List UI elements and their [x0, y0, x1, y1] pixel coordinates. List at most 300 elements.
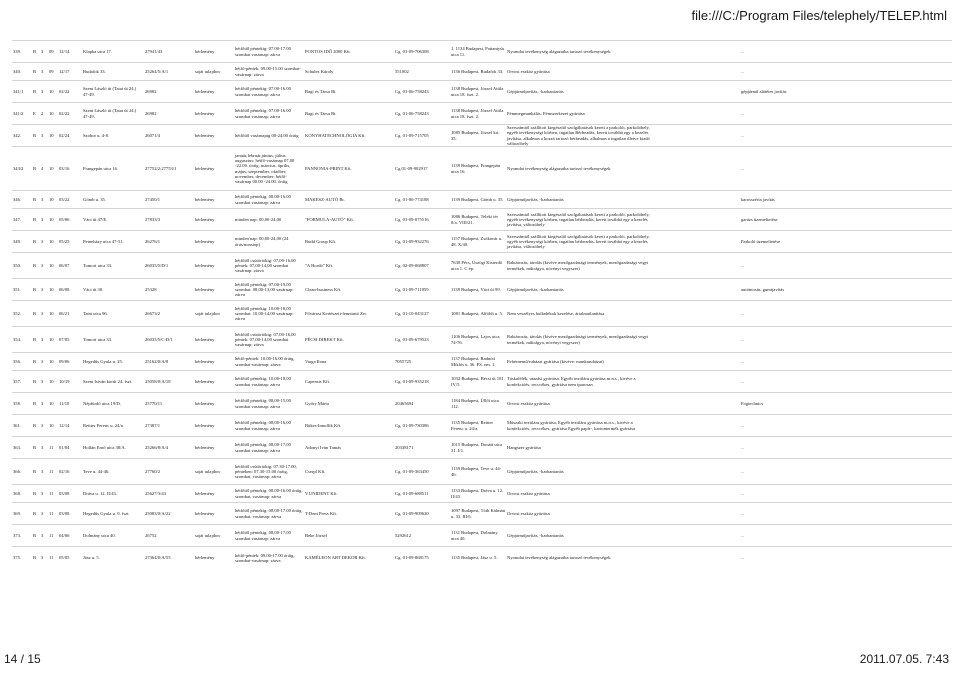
cell-company-name: KONYHATECHNOLÓGIA Kft. [304, 125, 394, 147]
cell-year-code: 10 [48, 103, 58, 125]
cell-company-name: Schulez Károly [304, 63, 394, 81]
cell-lot-number: 26673/2 [144, 301, 194, 327]
cell-street-address: Tomori utca 33. [82, 327, 144, 353]
cell-registry-number: Cg. 01-09-679523 [394, 327, 450, 353]
table-row [12, 459, 952, 485]
cell-district-code: B [32, 485, 40, 503]
browser-path: file:///C:/Program Files/telephely/TELEP.html [691, 8, 947, 23]
cell-seat-address: 1081 Budapest, Alföldi u. 5. [450, 301, 506, 327]
cell-spacer [656, 327, 740, 353]
cell-district-code: B [32, 231, 40, 253]
table-row [12, 525, 952, 547]
cell-activity-description: Orvosi eszköz gyártása [506, 393, 656, 415]
cell-entry-code: 06/21 [58, 301, 82, 327]
cell-spacer [656, 63, 740, 81]
cell-seat-address: 1086 Budapest, Teleki tér 8/a. VIII/21. [450, 209, 506, 231]
cell-company-name: T-Dent Press Kft. [304, 503, 394, 525]
cell-spacer [656, 437, 740, 459]
cell-district-code: B [32, 525, 40, 547]
cell-lot-number: 25627/3/43 [144, 485, 194, 503]
cell-district-code: B [32, 503, 40, 525]
table-row [12, 503, 952, 525]
cell-district-code: B [32, 547, 40, 569]
cell-row-number: 350. [12, 253, 32, 279]
cell-opening-hours: hétfőtől péntekig: 08.00-16.00 óráig, szombat, vasárnap: zárva [234, 485, 304, 503]
cell-street-address: Váci út 47/E. [82, 209, 144, 231]
cell-lot-number: 27752/2;27753/1 [144, 147, 194, 191]
cell-ownership: bérlemény [194, 353, 234, 371]
cell-seat-address: 1032 Budapest, Bécsi út 181. IV/5. [450, 371, 506, 393]
table-row [12, 103, 952, 125]
cell-street-address: Teve u. 44-46. [82, 459, 144, 485]
cell-spacer [656, 147, 740, 191]
cell-year-code: 10 [48, 301, 58, 327]
cell-spacer [656, 209, 740, 231]
cell-spacer [656, 415, 740, 437]
cell-zone-code: 3 [40, 125, 48, 147]
cell-entry-code: 06/08 [58, 279, 82, 301]
cell-lot-number: 26982 [144, 103, 194, 125]
cell-lot-number: 25266/8/A/4 [144, 437, 194, 459]
cell-ownership: bérlemény [194, 147, 234, 191]
cell-company-name: Varga Ilona [304, 353, 394, 371]
cell-seat-address: 1135 Budapest, Reitter Ferenc u. 24/a. [450, 415, 506, 437]
cell-spacer [656, 353, 740, 371]
cell-seat-address: 1135 Budapest, Jász u. 5. [450, 547, 506, 569]
cell-ownership: bérlemény [194, 279, 234, 301]
cell-entry-code: 02/22 [58, 81, 82, 103]
cell-zone-code: 3 [40, 485, 48, 503]
cell-note: ... [740, 301, 952, 327]
cell-lot-number: 27387/1 [144, 415, 194, 437]
cell-row-number: 352. [12, 301, 32, 327]
cell-lot-number: 27833/3 [144, 209, 194, 231]
cell-row-number: 356. [12, 353, 32, 371]
cell-lot-number: 25770/11 [144, 393, 194, 415]
cell-spacer [656, 393, 740, 415]
cell-street-address: Frangepán utca 16. [82, 147, 144, 191]
cell-entry-code: 03/08 [58, 485, 82, 503]
cell-year-code: 10 [48, 231, 58, 253]
cell-district-code: E [32, 103, 40, 125]
cell-seat-address: 1138 Budapest, József Attila utca 18. fszt. 2. [450, 81, 506, 103]
cell-registry-number: 20338171 [394, 437, 450, 459]
cell-company-name: "FORMULA-AUTÓ" Kft. [304, 209, 394, 231]
cell-street-address: Hegedűs Gyula u. 25. [82, 353, 144, 371]
cell-registry-number: Cg. 02-09-068807 [394, 253, 450, 279]
cell-company-name: Fővárosi Kertészeti-fenntartó Zrt. [304, 301, 394, 327]
cell-entry-code: 11/10 [58, 393, 82, 415]
cell-street-address: Váci út 30. [82, 279, 144, 301]
cell-note: ... [740, 547, 952, 569]
cell-row-number: 341/2 [12, 103, 32, 125]
cell-street-address: Tomori utca 33. [82, 253, 144, 279]
cell-opening-hours: minden nap: 00,00-24,00 (24 órás/nonstop) [234, 231, 304, 253]
cell-year-code: 09 [48, 41, 58, 63]
cell-entry-code: 09/06 [58, 353, 82, 371]
cell-row-number: 342. [12, 125, 32, 147]
cell-ownership: bérlemény [194, 503, 234, 525]
cell-spacer [656, 279, 740, 301]
cell-note: autómosás, gumijavítás [740, 279, 952, 301]
cell-opening-hours: hétfőtől péntekig: 10,00-18,00 szombat: 10,00-14,00 vasárnap: zárva [234, 301, 304, 327]
cell-activity-description: Orvosi eszköz gyártása [506, 63, 656, 81]
cell-activity-description: Fehérnemű/ruházat gyártása (kivéve: munkaruházat) [506, 353, 656, 371]
cell-spacer [656, 485, 740, 503]
cell-opening-hours: hétfő-péntek: 09.00-15.00 szombat-vasárnap: zárva [234, 63, 304, 81]
cell-year-code: 10 [48, 81, 58, 103]
cell-lot-number: 25264/5/A/1 [144, 63, 194, 81]
cell-ownership: bérlemény [194, 81, 234, 103]
cell-ownership: bérlemény [194, 437, 234, 459]
cell-seat-address: 1139 Budapest, Frangepán utca 16. [450, 147, 506, 191]
cell-activity-description: Nyomdai tevékenység alágazatba tartozó tevékenységek [506, 147, 656, 191]
table-row [12, 125, 952, 147]
cell-ownership: bérlemény [194, 371, 234, 393]
cell-seat-address: 1157 Budapest, Zsókavár u. 48. X/40. [450, 231, 506, 253]
cell-registry-number: Cg. 01-06-774188 [394, 191, 450, 209]
table-row [12, 81, 952, 103]
cell-note: ... [740, 503, 952, 525]
cell-seat-address: 1137 Budapest, Radnóti Miklós u. 36. FS. em. 1. [450, 353, 506, 371]
cell-registry-number: Cg. 01-09-711859 [394, 279, 450, 301]
cell-note: gépjármű alátétes javítás [740, 81, 952, 103]
cell-entry-code: 12/14 [58, 415, 82, 437]
cell-entry-code: 12/14 [58, 41, 82, 63]
cell-row-number: 346. [12, 191, 32, 209]
cell-company-name: V.UNIDENT Kft. [304, 485, 394, 503]
cell-district-code: B [32, 125, 40, 147]
cell-company-name: KAMÉLEON ART DEKOR Kft. [304, 547, 394, 569]
cell-street-address: Szent István körút 24. fszt. [82, 371, 144, 393]
cell-spacer [656, 41, 740, 63]
cell-street-address: Klapka utca 17. [82, 41, 144, 63]
cell-entry-code: 03/16 [58, 147, 82, 191]
cell-opening-hours: minden nap: 00,00-24,00 [234, 209, 304, 231]
cell-seat-address: 1085 Budapest, József krt. 35. [450, 125, 506, 147]
cell-company-name: Győry Márta [304, 393, 394, 415]
cell-opening-hours: hétfő-péntek: 10.00-16.00 óráig, szombat-vasárnap: zárva [234, 353, 304, 371]
cell-row-number: 375. [12, 547, 32, 569]
cell-street-address: Népfürdő utca 19/D. [82, 393, 144, 415]
table-row [12, 231, 952, 253]
cell-seat-address: 1139 Budapest, Váci út 99. [450, 279, 506, 301]
cell-registry-number: Cg. 01-10-043127 [394, 301, 450, 327]
cell-opening-hours: hétfőtől péntekig: 10,00-18,00 szombat vasárnap: zárva [234, 371, 304, 393]
cell-street-address: Dolmány utca 40. [82, 525, 144, 547]
cell-registry-number: Cg. 01-09-932276 [394, 231, 450, 253]
cell-row-number: 357. [12, 371, 32, 393]
cell-note: ... [740, 63, 952, 81]
cell-entry-code: 03/22 [58, 191, 82, 209]
cell-district-code: B [32, 415, 40, 437]
cell-seat-address: 1. 1134 Budapest, Pattantyús utca 11. [450, 41, 506, 63]
cell-opening-hours: hétfőtől péntekig: 07.00-16.00 szombat vasárnap: zárva [234, 103, 304, 125]
page-indicator: 14 / 15 [4, 652, 41, 666]
cell-company-name: Adonyi Iván Tamás [304, 437, 394, 459]
cell-registry-number: Cg. 01-09-730386 [394, 415, 450, 437]
cell-spacer [656, 253, 740, 279]
cell-entry-code: 05/06 [58, 209, 82, 231]
cell-note: ... [740, 371, 952, 393]
cell-opening-hours: hétfőtől péntekig: 08,00-15,00 szombat vasárnap: zárva [234, 393, 304, 415]
cell-company-name: MAKESZ-AUTÓ Bt. [304, 191, 394, 209]
cell-row-number: 368. [12, 485, 32, 503]
cell-company-name: Bagi és Társa Bt. [304, 103, 394, 125]
cell-street-address: Jász u. 5. [82, 547, 144, 569]
cell-street-address: Szobor u. 4-8. [82, 125, 144, 147]
cell-zone-code: 3 [40, 415, 48, 437]
cell-zone-code: 3 [40, 327, 48, 353]
cell-ownership: bérlemény [194, 547, 234, 569]
cell-entry-code: 02/24 [58, 125, 82, 147]
cell-ownership: bérlemény [194, 231, 234, 253]
cell-zone-code: 3 [40, 353, 48, 371]
cell-opening-hours: hétfőtől csütörtökig: 07.30-17.00, pénteken: 07.30-15.00 óráig, szombat, vasárnap: zárva [234, 459, 304, 485]
cell-company-name: Bükes-Innoflik Kft. [304, 415, 394, 437]
cell-street-address: Szent László út (Tatai út 24.) 47-49. [82, 81, 144, 103]
cell-seat-address: 1184 Budapest, Üllői utca 112. [450, 393, 506, 415]
cell-company-name: PANNONIA-PRINT Kft. [304, 147, 394, 191]
cell-row-number: 361. [12, 415, 32, 437]
cell-seat-address: 1139 Budapest, Teve u. 44-46. [450, 459, 506, 485]
cell-activity-description: Műszaki textiláru gyártása, Egyéb textiláru gyártása m.n.s., kivéve a konfekcióés, recccékes, gyártása Egyéb papír-, kartontermék gyártása [506, 415, 656, 437]
cell-note: ... [740, 353, 952, 371]
cell-ownership: bérlemény [194, 191, 234, 209]
cell-opening-hours: hétfőtől péntekig: 08,00-17,00 szombat vasárnap: zárva [234, 437, 304, 459]
cell-registry-number: Cg. 01-09-688511 [394, 485, 450, 503]
cell-street-address: Tatai utca 96. [82, 301, 144, 327]
cell-district-code: B [32, 393, 40, 415]
cell-ownership: bérlemény [194, 327, 234, 353]
cell-district-code: B [32, 371, 40, 393]
cell-activity-description: Táskafélék, utazási gyártása, Egyéb textiláru gyártása m.n.s., kivéve a konfekcióés, recccékes, gyártása nem iparosan [506, 371, 656, 393]
cell-zone-code: 2 [40, 103, 48, 125]
cell-opening-hours: hétfő-péntek: 09.00-17.00 óráig, szombat-vasárnap: zárva [234, 547, 304, 569]
cell-ownership: bérlemény [194, 209, 234, 231]
cell-registry-number: Cg. 01-09-935218 [394, 371, 450, 393]
cell-row-number: 358. [12, 393, 32, 415]
cell-registry-number: Cg.01-09-902917 [394, 147, 450, 191]
cell-note: Fogtechnics [740, 393, 952, 415]
cell-seat-address: 1097 Budapest, Tóth Kálmán u. 33. III/6. [450, 503, 506, 525]
cell-registry-number: Cg. 01-09-075516 [394, 209, 450, 231]
table-row [12, 191, 952, 209]
cell-year-code: 11 [48, 525, 58, 547]
cell-activity-description: Raktározás, tárolás (kivéve mezőgazdasági termények, mezőgazdasági vegyi termékek, műtrágya, növényi vegyszer) [506, 327, 656, 353]
cell-opening-hours: hétfőtől vasárnapig 00-24.00 óráig [234, 125, 304, 147]
cell-activity-description: Nyomdai tevékenység alágazatba tartozó tevékenységek [506, 547, 656, 569]
cell-lot-number: 26982 [144, 81, 194, 103]
cell-zone-code: 3 [40, 41, 48, 63]
cell-note: ... [740, 415, 952, 437]
cell-entry-code: 10/19 [58, 371, 82, 393]
cell-activity-description: Nem veszélyes hulladékok kezelése, ártalmatlanítása [506, 301, 656, 327]
cell-zone-code: 4 [40, 147, 48, 191]
cell-year-code: 10 [48, 327, 58, 353]
cell-year-code: 10 [48, 209, 58, 231]
table-row [12, 547, 952, 569]
cell-entry-code: 07/05 [58, 327, 82, 353]
table-row [12, 41, 952, 63]
cell-zone-code: 3 [40, 503, 48, 525]
cell-entry-code: 05/25 [58, 231, 82, 253]
cell-note: ... [740, 103, 952, 125]
cell-row-number: 366. [12, 459, 32, 485]
cell-zone-code: 3 [40, 459, 48, 485]
cell-company-name: PÉCSI DIREKT Kft. [304, 327, 394, 353]
cell-lot-number: 26276/1 [144, 231, 194, 253]
cell-lot-number: 27760/2 [144, 459, 194, 485]
cell-registry-number: Cg. 01-06-758243 [394, 103, 450, 125]
cell-ownership: bérlemény [194, 485, 234, 503]
cell-entry-code: 01/04 [58, 437, 82, 459]
cell-registry-number: 5292612 [394, 525, 450, 547]
cell-seat-address: 1136 Budapest, Budafok 33. [450, 63, 506, 81]
cell-note: ... [740, 437, 952, 459]
cell-lot-number: 26035/5/D/1 [144, 253, 194, 279]
cell-lot-number: 27364/0/A/55 [144, 547, 194, 569]
table-row [12, 209, 952, 231]
cell-seat-address: 1106 Budapest, Lajos utca 74-76. [450, 327, 506, 353]
cell-district-code: B [32, 301, 40, 327]
cell-opening-hours: hétfőtől péntekig: 07.00-17.00 szombat vasárnap: zárva [234, 41, 304, 63]
cell-street-address: Gömb u. 35. [82, 191, 144, 209]
cell-zone-code: 3 [40, 371, 48, 393]
cell-registry-number: 20465694 [394, 393, 450, 415]
table-row [12, 353, 952, 371]
cell-ownership: bérlemény [194, 415, 234, 437]
cell-note: ... [740, 485, 952, 503]
cell-zone-code: 3 [40, 301, 48, 327]
cell-district-code: B [32, 81, 40, 103]
cell-year-code: 10 [48, 191, 58, 209]
cell-ownership: bérlemény [194, 253, 234, 279]
cell-entry-code: 04/06 [58, 525, 82, 547]
cell-year-code: 10 [48, 393, 58, 415]
cell-ownership: saját tulajdon [194, 301, 234, 327]
cell-registry-number: 7055725 [394, 353, 450, 371]
cell-year-code: 10 [48, 279, 58, 301]
cell-lot-number: 25058/0/A/18 [144, 371, 194, 393]
cell-lot-number: 27450/1 [144, 191, 194, 209]
table-row [12, 253, 952, 279]
cell-district-code: B [32, 437, 40, 459]
cell-opening-hours: hétfőtől péntekig: 08,00-17,00 szombat vasárnap: zárva [234, 525, 304, 547]
cell-year-code: 11 [48, 437, 58, 459]
cell-activity-description: Orvosi eszköz gyártása [506, 503, 656, 525]
cell-year-code: 10 [48, 371, 58, 393]
cell-spacer [656, 503, 740, 525]
cell-lot-number: 25162/0/A/8 [144, 353, 194, 371]
cell-note: ... [740, 327, 952, 353]
cell-ownership: bérlemény [194, 125, 234, 147]
cell-spacer [656, 459, 740, 485]
cell-entry-code: 02/16 [58, 459, 82, 485]
cell-note: ... [740, 147, 952, 191]
cell-opening-hours: hétfőtől péntekig: 07.00-16.00 szombat vasárnap: zárva [234, 81, 304, 103]
cell-row-number: 347. [12, 209, 32, 231]
cell-company-name: Beke József [304, 525, 394, 547]
cell-ownership: bérlemény [194, 393, 234, 415]
cell-lot-number: 25328 [144, 279, 194, 301]
cell-company-name: Capensis Kft. [304, 371, 394, 393]
cell-activity-description: Szerszámtól szállított kiegészítő szolgáltatások kereti a parkolói, parkolóhely, egyéb tevékenységi körben, ingatlan bérbeadás, kereti továbbá egy a kezelés javítása, változóhely [506, 209, 656, 231]
cell-street-address: Hollán Ernő utca 38/A. [82, 437, 144, 459]
cell-year-code: 11 [48, 485, 58, 503]
cell-spacer [656, 103, 740, 125]
cell-spacer [656, 231, 740, 253]
cell-district-code: B [32, 459, 40, 485]
cell-registry-number: Cg. 01-09-868175 [394, 547, 450, 569]
cell-ownership: saját tulajdon [194, 63, 234, 81]
cell-activity-description: Szerszámtól szállított kiegészítő szolgáltatások kereti a parkolói, parkolóhely, egyéb tevékenységi körben, ingatlan Bérbeadás, kereti továbbá egy a kezelés javítása, alkalmas a hozzá tartozó bérbeadás, alkalmas a ingatlan illetve kiadó változóhely [506, 125, 656, 147]
cell-zone-code: 3 [40, 191, 48, 209]
cell-lot-number: 26071/4 [144, 125, 194, 147]
cell-opening-hours: hétfőtől péntekig: 08.00-17.00 óráig, szombat, vasárnap: zárva [234, 503, 304, 525]
cell-row-number: 369. [12, 503, 32, 525]
cell-zone-code: 3 [40, 209, 48, 231]
cell-year-code: 10 [48, 415, 58, 437]
cell-entry-code: 06/07 [58, 253, 82, 279]
table-row [12, 393, 952, 415]
cell-activity-description: Gépjárműjavítás, -karbantartás [506, 81, 656, 103]
cell-company-name: Clean-business Kft. [304, 279, 394, 301]
cell-note: Parkoló üzemeltetése [740, 231, 952, 253]
cell-row-number: 341/1 [12, 81, 32, 103]
cell-year-code: 10 [48, 125, 58, 147]
table-row [12, 301, 952, 327]
cell-activity-description: Gépjárműjavítás, -karbantartás [506, 525, 656, 547]
cell-company-name: Cserpl Kft. [304, 459, 394, 485]
cell-spacer [656, 547, 740, 569]
cell-lot-number: 26035/5/C-D/1 [144, 327, 194, 353]
cell-zone-code: 3 [40, 279, 48, 301]
cell-street-address: Szent László út (Tatai út 24.) 47-49. [82, 103, 144, 125]
cell-seat-address: 1015 Budapest, Donáti utca 31. I/1. [450, 437, 506, 459]
cell-spacer [656, 81, 740, 103]
table-row [12, 415, 952, 437]
cell-district-code: B [32, 63, 40, 81]
cell-street-address: Dráva u. 12. II/43. [82, 485, 144, 503]
cell-company-name: PONTOS IDŐ 2000 Kft. [304, 41, 394, 63]
cell-district-code: B [32, 191, 40, 209]
table-row [12, 371, 952, 393]
cell-activity-description: Gépjárműjavítás, -karbantartás [506, 459, 656, 485]
cell-district-code: B [32, 41, 40, 63]
table-row [12, 147, 952, 191]
cell-year-code: 11 [48, 459, 58, 485]
cell-seat-address: 1138 Budapest, József Attila utca 18. fszt. 2. [450, 103, 506, 125]
cell-ownership: bérlemény [194, 103, 234, 125]
cell-opening-hours: hétfőtől péntekig: 07,00-19,00 szombat: 08,00-13,00 vasárnap: zárva [234, 279, 304, 301]
cell-entry-code: 02/22 [58, 103, 82, 125]
cell-company-name: Budd Group Kft. [304, 231, 394, 253]
cell-opening-hours: január,február,június, július, augusztus: hétfő-vasárnap 07.00 -22.00. óráig, március, április, május, szeptember, október, november, december: hétfő-vasárnap 00.00 -24.00. óráig [234, 147, 304, 191]
cell-seat-address: 1139 Budapest, Gömb u. 35. [450, 191, 506, 209]
cell-lot-number: 26752 [144, 525, 194, 547]
cell-district-code: B [32, 147, 40, 191]
cell-year-code: 10 [48, 253, 58, 279]
cell-spacer [656, 191, 740, 209]
cell-row-number: 349. [12, 231, 32, 253]
cell-year-code: 10 [48, 353, 58, 371]
cell-registry-number: Cg. 01-09-909620 [394, 503, 450, 525]
cell-spacer [656, 125, 740, 147]
cell-street-address: Reitter Ferenc u. 24/a. [82, 415, 144, 437]
cell-lot-number: 25083/0/A/22 [144, 503, 194, 525]
cell-district-code: B [32, 253, 40, 279]
